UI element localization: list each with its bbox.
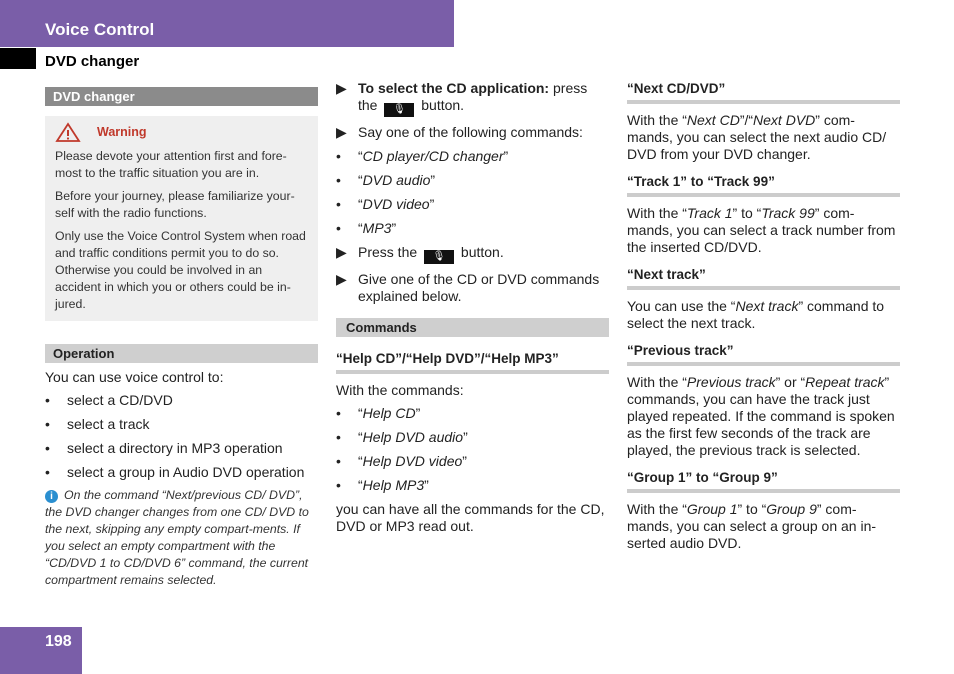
section-marker <box>0 48 36 69</box>
step-3: ▶ Press the 🎙 button. <box>336 244 504 262</box>
help-outro: you can have all the commands for the CD, DVD or MP3 read out. <box>336 501 605 534</box>
list-item: • select a track <box>45 416 150 432</box>
warning-paragraph-3: Only use the Voice Control System when road and traffic conditions permit you to do so. Otherwise you could be involved in an accident in which you or others could be in-jured. <box>55 229 306 311</box>
voice-control-button-icon: 🎙 <box>384 103 414 117</box>
heading-group: “Group 1” to “Group 9” <box>627 469 900 493</box>
operation-intro: You can use voice control to: <box>45 369 224 385</box>
previous-track-text: With the “Previous track” or “Repeat track” commands, you can have the track just played repeated. If the command is spoken as the first few seconds of the track are played, the previous track is selected. <box>627 374 895 458</box>
heading-track: “Track 1” to “Track 99” <box>627 173 900 197</box>
list-item: • select a group in Audio DVD operation <box>45 464 305 480</box>
voice-control-button-icon: 🎙 <box>424 250 454 264</box>
command-item: • “CD player/CD changer” <box>336 148 509 164</box>
heading-next-cd: “Next CD/DVD” <box>627 80 900 104</box>
step-1: ▶ To select the CD application: press the 🎙 button. <box>336 80 588 115</box>
page-number: 198 <box>45 633 72 650</box>
warning-paragraph-2: Before your journey, please familiarize your-self with the radio functions. <box>55 189 295 220</box>
help-intro: With the commands: <box>336 382 464 398</box>
section-bar-dvd-changer: DVD changer <box>45 87 318 106</box>
heading-next-track: “Next track” <box>627 266 900 290</box>
help-command-item: • “Help DVD video” <box>336 453 467 469</box>
heading-help: “Help CD”/“Help DVD”/“Help MP3” <box>336 350 609 374</box>
next-track-text: You can use the “Next track” command to select the next track. <box>627 298 885 331</box>
heading-previous-track: “Previous track” <box>627 342 900 366</box>
column-1 <box>45 87 318 589</box>
page-subtitle: DVD changer <box>45 53 140 70</box>
warning-header <box>55 122 308 142</box>
list-item: • select a directory in MP3 operation <box>45 440 283 456</box>
section-bar-operation: Operation <box>45 344 318 363</box>
warning-triangle-icon <box>55 122 81 142</box>
next-cd-text: With the “Next CD”/“Next DVD” com-mands, you can select the next audio CD/ DVD from your DVD changer. <box>627 112 887 162</box>
section-bar-commands: Commands <box>336 318 609 337</box>
header-title: Voice Control <box>45 20 155 39</box>
info-icon: i <box>45 490 58 503</box>
warning-box <box>45 116 318 321</box>
warning-title: Warning <box>97 124 147 139</box>
track-text: With the “Track 1” to “Track 99” com-mands, you can select a track number from the inserted CD/DVD. <box>627 205 896 255</box>
help-command-item: • “Help DVD audio” <box>336 429 468 445</box>
column-3 <box>627 80 900 552</box>
help-command-item: • “Help CD” <box>336 405 421 421</box>
info-note: i On the command “Next/previous CD/ DVD”, the DVD changer changes from one CD/ DVD to the next, skipping any empty compart-ments. If you select an empty compartment with the “CD/DVD 1 to CD/DVD 6” command, the current compartment remains selected. <box>45 488 309 587</box>
step-2: ▶ Say one of the following commands: <box>336 124 583 140</box>
command-item: • “MP3” <box>336 220 397 236</box>
column-2 <box>336 80 609 535</box>
command-item: • “DVD audio” <box>336 172 436 188</box>
help-command-item: • “Help MP3” <box>336 477 429 493</box>
group-text: With the “Group 1” to “Group 9” com-mands, you can select a group on an in-serted audio DVD. <box>627 501 877 551</box>
command-item: • “DVD video” <box>336 196 435 212</box>
step-4: ▶ Give one of the CD or DVD commands explained below. <box>336 271 600 304</box>
warning-paragraph-1: Please devote your attention first and fore-most to the traffic situation you are in. <box>55 149 287 180</box>
list-item: • select a CD/DVD <box>45 392 173 408</box>
